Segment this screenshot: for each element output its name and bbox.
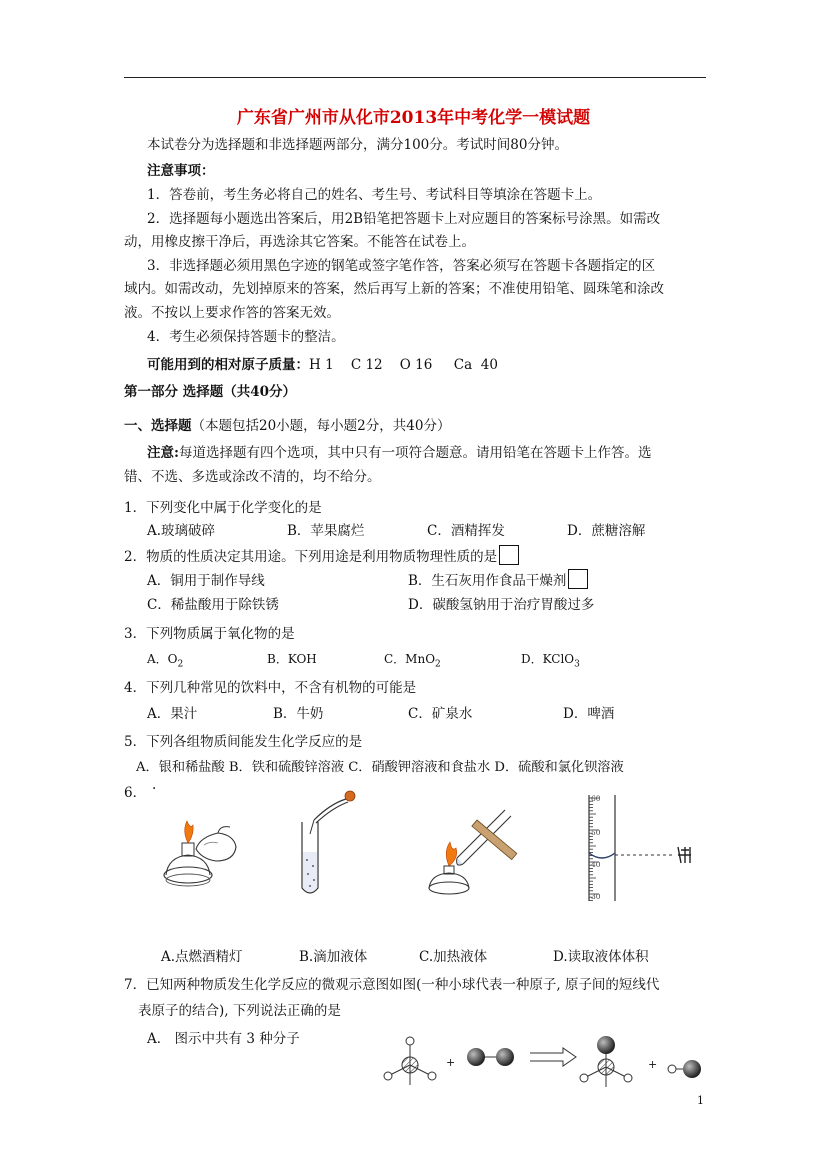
atomic-mass	[147, 353, 498, 373]
q1-option-b: B．苹果腐烂	[287, 523, 365, 539]
q4-option-d: D．啤酒	[563, 706, 615, 722]
q4-option-b: B．牛奶	[273, 706, 324, 722]
answer-box	[568, 569, 588, 589]
q2-option-d: D．碳酸氢钠用于治疗胃酸过多	[408, 597, 595, 613]
q2-option-a: A．铜用于制作导线	[147, 573, 265, 589]
q5-options: A．银和稀盐酸 B．铁和硫酸锌溶液 C．硝酸钾溶液和食盐水 D．硫酸和氯化钡溶液	[136, 760, 624, 775]
heating-liquid-figure	[415, 800, 530, 900]
q6-option-b: B.滴加液体	[299, 949, 368, 965]
page-number: 1	[697, 1094, 704, 1107]
notice-1: 1．答卷前，考生务必将自己的姓名、考生号、考试科目等填涂在答题卡上。	[147, 187, 602, 203]
dropper-test-tube-figure	[290, 790, 370, 900]
notice-3b: 域内。如需改动，先划掉原来的答案，然后再写上新的答案；不准使用铅笔、圆珠笔和涂改	[124, 281, 664, 297]
header-rule	[124, 77, 706, 78]
alcohol-lamp-lighting-figure	[160, 815, 250, 900]
part1-heading: 第一部分 选择题（共40分）	[124, 384, 296, 400]
q2-option-b: B．生石灰用作食品干燥剂	[408, 573, 567, 589]
page-title: 广东省广州市从化市2013年中考化学一模试题	[236, 108, 591, 128]
q5-stem: 5．下列各组物质间能发生化学反应的是	[124, 734, 363, 750]
plus-sign: +	[446, 1056, 456, 1069]
notice-2a: 2．选择题每小题选出答案后，用2B铅笔把答题卡上对应题目的答案标号涂黑。如需改	[147, 211, 661, 227]
q1-stem: 1．下列变化中属于化学变化的是	[124, 500, 322, 516]
q3-option-d: D．KClO$_3$	[521, 652, 580, 670]
q6-option-d: D.读取液体体积	[553, 949, 649, 965]
atomic-mass-values: H 1 C 12 O 16 Ca 40	[309, 357, 498, 373]
section1-label: 一、选择题	[124, 418, 192, 434]
q4-stem: 4．下列几种常见的饮料中，不含有机物的可能是	[124, 680, 417, 696]
plus-sign: +	[648, 1058, 658, 1071]
atomic-mass-label: 可能用到的相对原子质量：	[147, 357, 309, 373]
notice-3c: 液。不按以上要求作答的答案无效。	[124, 305, 340, 321]
scale-tick-30: 30	[591, 892, 601, 901]
q6-option-a: A.点燃酒精灯	[161, 949, 243, 965]
q7-option-a: A． 图示中共有 3 种分子	[147, 1031, 300, 1047]
q2-option-b-line	[408, 569, 588, 589]
q1-option-c: C．酒精挥发	[427, 523, 505, 539]
q3-option-b: B．KOH	[267, 652, 317, 666]
notice-heading: 注意事项：	[147, 163, 215, 179]
instruction-line1	[147, 441, 651, 461]
q3-option-a: A．$O_2$	[147, 652, 184, 670]
scale-tick-60: 60	[591, 794, 601, 803]
q1-option-a: A.玻璃破碎	[147, 523, 216, 539]
instruction-line2: 错、不选、多选或涂改不清的，均不给分。	[124, 469, 381, 485]
section1-desc: （本题包括20小题，每小题2分，共40分）	[191, 418, 451, 434]
q7-stem-line1: 7．已知两种物质发生化学反应的微观示意图如图(一种小球代表一种原子, 原子间的短线代	[124, 977, 660, 993]
notice-2b: 动，用橡皮擦干净后，再选涂其它答案。不能答在试卷上。	[124, 234, 475, 250]
molecular-reaction-diagram	[378, 1025, 708, 1095]
q4-option-c: C．矿泉水	[408, 706, 473, 722]
notice-3a: 3．非选择题必须用黑色字迹的钢笔或签字笔作答，答案必须写在答题卡各题指定的区	[147, 258, 656, 274]
notice-4: 4．考生必须保持答题卡的整洁。	[147, 329, 345, 345]
q2-stem: 2．物质的性质决定其用途。下列用途是利用物质物理性质的是	[124, 549, 498, 565]
instruction-text: 每道选择题有四个选项，其中只有一项符合题意。请用铅笔在答题卡上作答。选	[178, 445, 652, 461]
section1-heading	[124, 414, 450, 434]
q2-stem-line	[124, 545, 519, 565]
intro-text: 本试卷分为选择题和非选择题两部分，满分100分。考试时间80分钟。	[147, 137, 568, 153]
q6-option-c: C.加热液体	[419, 949, 488, 965]
q3-stem: 3．下列物质属于氧化物的是	[124, 626, 295, 642]
q6-dot: .	[152, 777, 157, 793]
q3-option-c: C．MnO$_2$	[384, 652, 441, 670]
scale-tick-40: 40	[591, 860, 601, 869]
q7-stem-line2: 表原子的结合), 下列说法正确的是	[138, 1003, 341, 1019]
instruction-label: 注意:	[147, 445, 179, 461]
graduated-cylinder-figure	[575, 795, 705, 905]
scale-tick-50: 50	[591, 828, 601, 837]
q6-stem: 6．	[124, 785, 147, 801]
answer-box	[499, 545, 519, 565]
q1-option-d: D．蔗糖溶解	[567, 523, 646, 539]
q4-option-a: A．果汁	[147, 706, 198, 722]
q2-option-c: C．稀盐酸用于除铁锈	[147, 597, 279, 613]
